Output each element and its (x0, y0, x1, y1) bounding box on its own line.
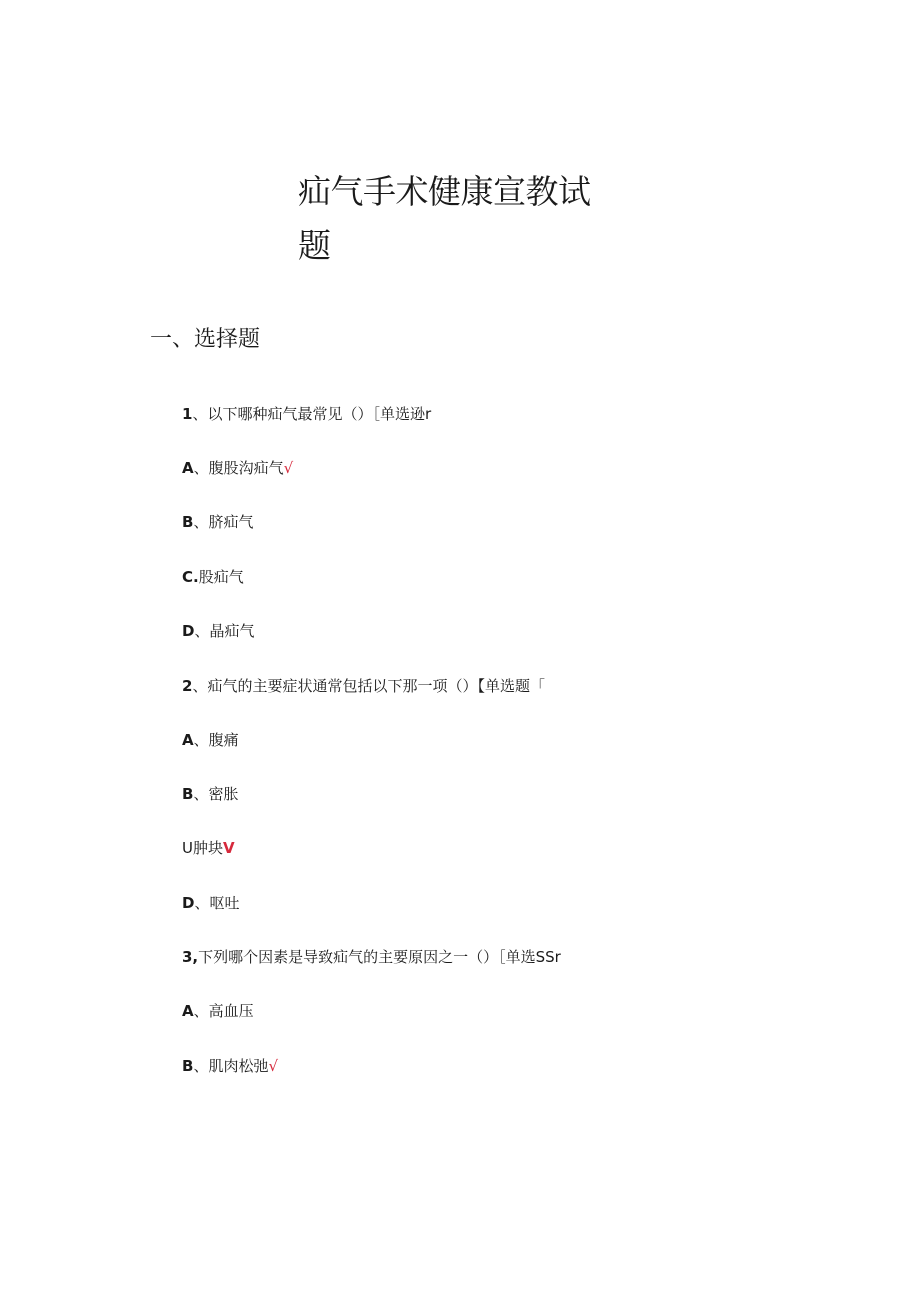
option-label: B (182, 1057, 194, 1075)
correct-check-mark: V (222, 839, 235, 857)
q1-option-a (182, 456, 293, 480)
section-heading: 一、选择题 (150, 327, 261, 352)
correct-check-mark: √ (283, 459, 294, 477)
option-label: D (182, 894, 195, 912)
option-text: 股疝气 (198, 568, 244, 586)
document-title (298, 165, 628, 273)
question-number: 2 (182, 677, 193, 695)
title-line-2: 题 (298, 226, 331, 265)
option-label: A (182, 731, 194, 749)
question-text: 、以下哪种疝气最常见（）［单选逊r (192, 405, 432, 423)
q3-option-a (182, 999, 254, 1023)
correct-check-mark: √ (268, 1057, 279, 1075)
q2-option-d (182, 891, 239, 915)
option-label: B (182, 513, 194, 531)
option-text: 、腹股沟疝气 (193, 459, 284, 477)
option-text: 、晶疝气 (194, 622, 255, 640)
question-1 (182, 402, 431, 426)
q2-option-a (182, 728, 239, 752)
question-number: 1 (182, 405, 193, 423)
question-3 (182, 945, 561, 969)
option-text: 、肌肉松弛 (193, 1057, 269, 1075)
title-line-1: 疝气手术健康宣教试 (298, 172, 591, 211)
option-label: C. (182, 568, 199, 586)
option-text: 、密胀 (193, 785, 239, 803)
option-label: B (182, 785, 194, 803)
option-text: 、脐疝气 (193, 513, 254, 531)
option-text: 、高血压 (193, 1002, 254, 1020)
option-text: 、腹痛 (193, 731, 239, 749)
option-text: U肿块 (182, 839, 223, 857)
question-text: 、疝气的主要症状通常包括以下那一项（）【单选题「 (192, 677, 545, 695)
q2-option-b (182, 782, 238, 806)
question-2 (182, 674, 545, 698)
q3-option-b (182, 1054, 278, 1078)
option-label: A (182, 1002, 194, 1020)
option-label: D (182, 622, 195, 640)
question-text: 下列哪个因素是导致疝气的主要原因之一（）［单选SSr (198, 948, 561, 966)
option-label: A (182, 459, 194, 477)
option-text: 、呕吐 (194, 894, 240, 912)
q1-option-d (182, 619, 254, 643)
q1-option-b (182, 510, 253, 534)
question-number: 3, (182, 948, 199, 966)
q1-option-c (182, 565, 244, 589)
q2-option-c (182, 836, 235, 860)
